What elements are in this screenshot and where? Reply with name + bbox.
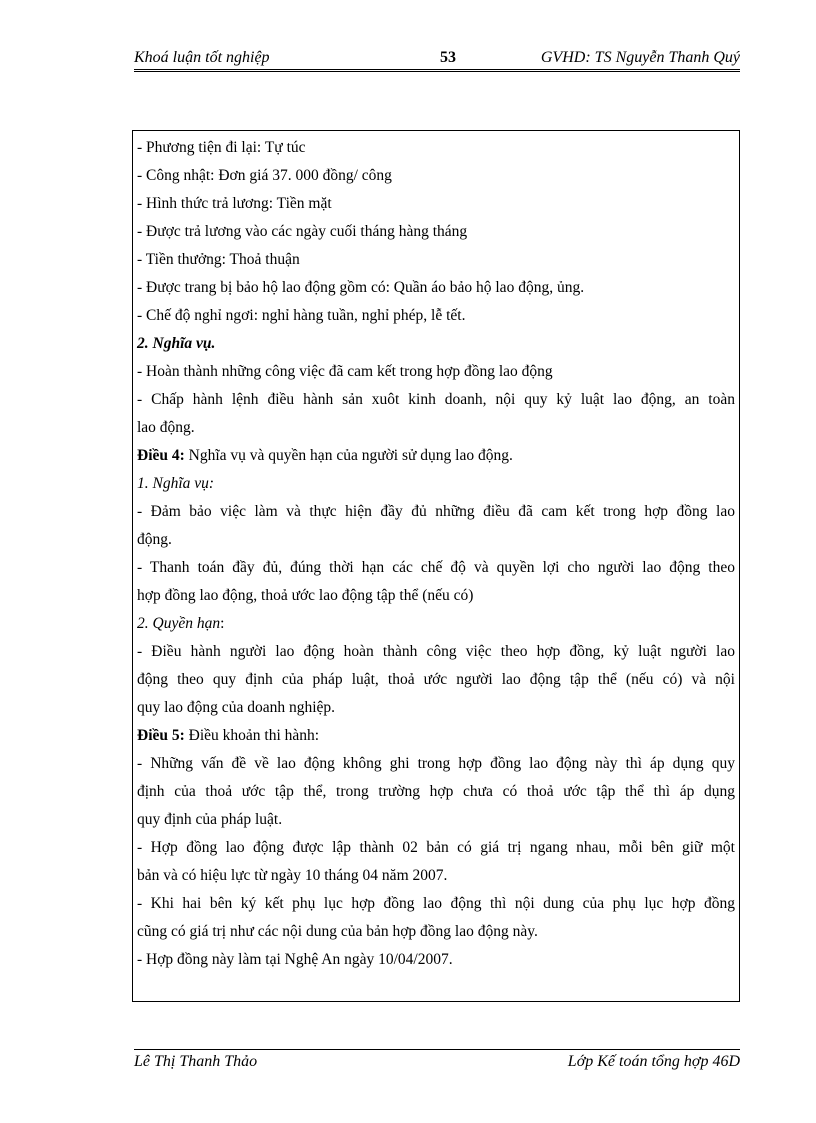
list-item: - Khi hai bên ký kết phụ lục hợp đồng lao động thì nội dung của phụ lục hợp đồng	[137, 895, 735, 912]
list-item: động.	[137, 531, 172, 548]
list-item: cũng có giá trị như các nội dung của bản hợp đồng lao động này.	[137, 923, 538, 940]
list-item: quy định của pháp luật.	[137, 811, 283, 828]
supervisor: GVHD: TS Nguyễn Thanh Quý	[540, 49, 740, 66]
list-item: - Thanh toán đầy đủ, đúng thời hạn các chế độ và quyền lợi cho người lao động theo	[137, 559, 735, 576]
list-item: - Tiền thưởng: Thoả thuận	[137, 251, 300, 268]
section-heading: 2. Nghĩa vụ.	[137, 335, 216, 352]
list-item: lao động.	[137, 419, 195, 436]
colon: :	[220, 615, 225, 632]
list-item: - Hợp đồng này làm tại Nghệ An ngày 10/04/2007.	[137, 951, 453, 968]
article-5	[137, 722, 735, 750]
list-item: - Công nhật: Đơn giá 37. 000 đồng/ công	[137, 167, 392, 184]
list-item: - Những vấn đề về lao động không ghi trong hợp đồng lao động này thì áp dụng quy	[137, 755, 735, 772]
list-item: - Phương tiện đi lại: Tự túc	[137, 139, 306, 156]
list-item: định của thoả ước tập thể, trong trường hợp chưa có thoả ước tập thể thì áp dụng	[137, 783, 735, 800]
list-item: - Được trả lương vào các ngày cuối tháng hàng tháng	[137, 223, 468, 240]
page-footer	[134, 1049, 740, 1070]
author-name: Lê Thị Thanh Thảo	[134, 1053, 258, 1070]
list-item: - Chấp hành lệnh điều hành sản xuôt kinh doanh, nội quy kỷ luật lao động, an toàn	[137, 391, 735, 408]
list-item: - Đảm bảo việc làm và thực hiện đầy đủ những điều đã cam kết trong hợp đồng lao	[137, 503, 735, 520]
section-heading-label: 2. Quyền hạn	[137, 615, 221, 632]
list-item: - Được trang bị bảo hộ lao động gồm có: Quần áo bảo hộ lao động, ủng.	[137, 279, 585, 296]
list-item: - Hình thức trả lương: Tiền mặt	[137, 195, 332, 212]
article-label: Điều 5:	[137, 727, 185, 744]
page-header	[134, 47, 740, 72]
article-title: Nghĩa vụ và quyền hạn của người sử dụng lao động.	[184, 447, 513, 464]
list-item: - Điều hành người lao động hoàn thành công việc theo hợp đồng, kỷ luật người lao	[137, 643, 735, 660]
list-item: hợp đồng lao động, thoả ước lao động tập thể (nếu có)	[137, 587, 474, 604]
article-4	[137, 442, 735, 470]
class-name: Lớp Kế toán tổng hợp 46D	[567, 1053, 740, 1070]
section-heading: 1. Nghĩa vụ:	[137, 475, 215, 492]
section-heading	[137, 610, 735, 638]
list-item: - Hoàn thành những công việc đã cam kết trong hợp đồng lao động	[137, 363, 553, 380]
list-item: quy lao động của doanh nghiệp.	[137, 699, 336, 716]
list-item: động theo quy định của pháp luật, thoả ước người lao động tập thể (nếu có) và nội	[137, 671, 735, 688]
thesis-title: Khoá luận tốt nghiệp	[134, 49, 270, 66]
article-label: Điều 4:	[137, 447, 185, 464]
list-item: - Hợp đồng lao động được lập thành 02 bản có giá trị ngang nhau, mỗi bên giữ một	[137, 839, 735, 856]
list-item: bản và có hiệu lực từ ngày 10 tháng 04 năm 2007.	[137, 867, 448, 884]
page-number: 53	[440, 49, 456, 66]
contract-text-box	[132, 130, 740, 1002]
article-title: Điều khoản thi hành:	[184, 727, 320, 744]
contract-content	[137, 134, 735, 974]
list-item: - Chế độ nghỉ ngơi: nghỉ hàng tuần, nghỉ phép, lễ tết.	[137, 307, 466, 324]
